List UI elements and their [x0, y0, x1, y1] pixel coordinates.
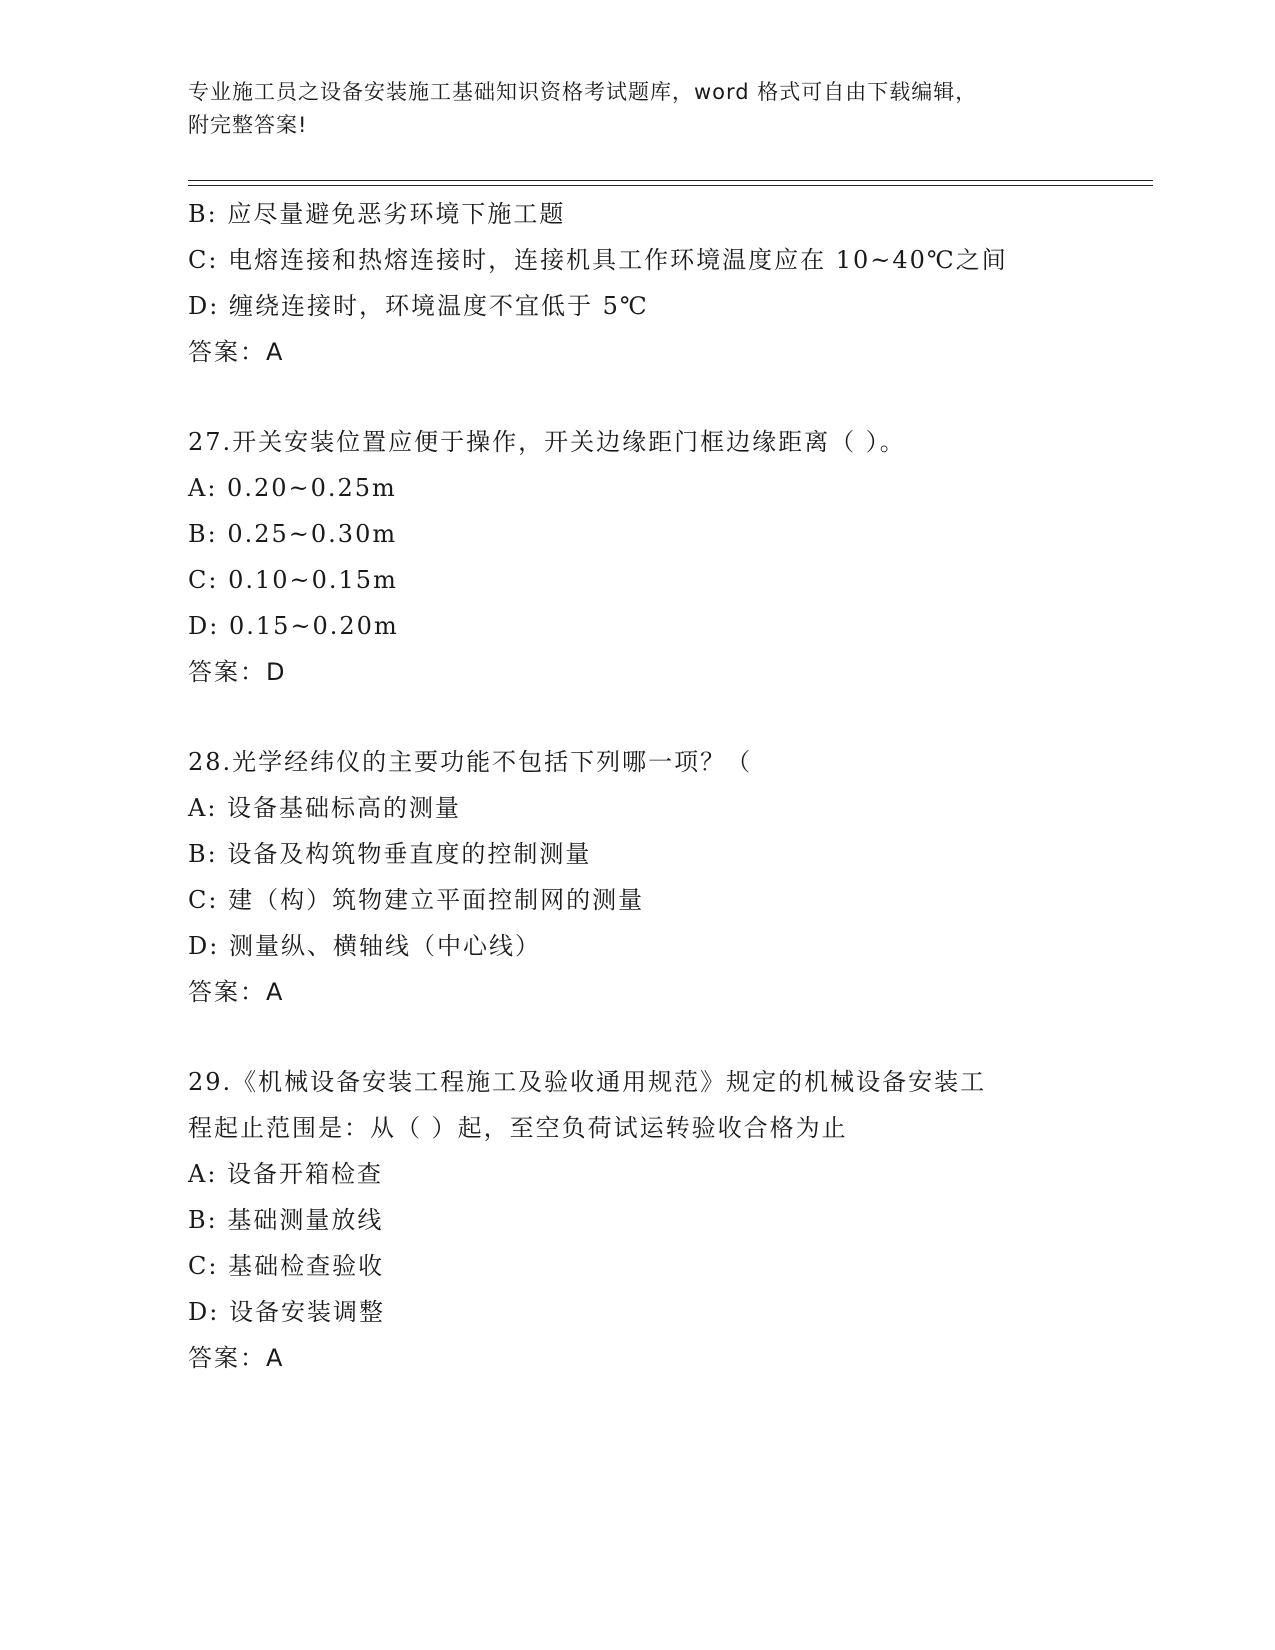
- option-b: B: 基础测量放线: [188, 1206, 384, 1234]
- question-text-line-2: 程起止范围是：从（ ）起，至空负荷试运转验收合格为止: [188, 1114, 848, 1142]
- answer: 答案：A: [188, 978, 285, 1006]
- header-divider-bottom: [188, 185, 1153, 186]
- question-text: 28.光学经纬仪的主要功能不包括下列哪一项？（: [188, 748, 753, 776]
- question-block-27: [188, 419, 1153, 695]
- question-block-29: [188, 1059, 1153, 1381]
- option-a: A: 设备开箱检查: [188, 1160, 384, 1188]
- question-text: 27.开关安装位置应便于操作，开关边缘距门框边缘距离（ ）。: [188, 428, 906, 456]
- header-line-2: 附完整答案!: [188, 113, 308, 137]
- option-b: B: 应尽量避免恶劣环境下施工题: [188, 200, 566, 228]
- option-b: B: 0.25~0.30m: [188, 520, 398, 548]
- question-text-line-1: 29.《机械设备安装工程施工及验收通用规范》规定的机械设备安装工: [188, 1068, 987, 1096]
- option-d: D: 缠绕连接时，环境温度不宜低于 5℃: [188, 292, 649, 320]
- option-c: C: 基础检查验收: [188, 1252, 385, 1280]
- option-c: C: 电熔连接和热熔连接时，连接机具工作环境温度应在 10~40℃之间: [188, 246, 1008, 274]
- document-header: [188, 76, 1068, 142]
- answer: 答案：A: [188, 1344, 285, 1372]
- answer: 答案：A: [188, 338, 285, 366]
- option-b: B: 设备及构筑物垂直度的控制测量: [188, 840, 592, 868]
- option-a: A: 0.20~0.25m: [188, 474, 397, 502]
- option-a: A: 设备基础标高的测量: [188, 794, 462, 822]
- question-block-28: [188, 739, 1153, 1015]
- question-list: [188, 191, 1153, 1381]
- header-line-1: 专业施工员之设备安装施工基础知识资格考试题库，word 格式可自由下载编辑，: [188, 80, 978, 104]
- header-divider-top: [188, 180, 1153, 181]
- option-d: D: 测量纵、横轴线（中心线）: [188, 932, 541, 960]
- answer: 答案：D: [188, 658, 287, 686]
- option-c: C: 0.10~0.15m: [188, 566, 398, 594]
- option-d: D: 设备安装调整: [188, 1298, 385, 1326]
- option-d: D: 0.15~0.20m: [188, 612, 399, 640]
- question-block-26: [188, 191, 1153, 375]
- option-c: C: 建（构）筑物建立平面控制网的测量: [188, 886, 645, 914]
